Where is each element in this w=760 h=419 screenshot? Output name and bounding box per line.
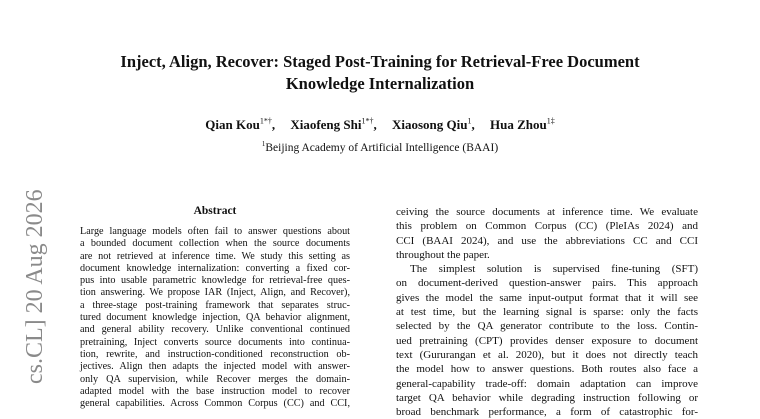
body-line: text (Gururangan et al. 2020), but it does not directly teach — [396, 348, 698, 361]
abstract-line: tion answering. We propose IAR (Inject, Align, and Recover), — [80, 287, 350, 299]
body-line: The simplest solution is supervised fine-tuning (SFT) — [410, 263, 698, 276]
paper-title — [60, 51, 700, 95]
abstract-line: pretraining, Inject converts source documents into continua- — [80, 336, 350, 348]
body-line: CCI (BAAI 2024), and use the abbreviations CC and CCI — [396, 234, 698, 247]
body-line: ued pretraining (CPT) provides denser exposure to document — [396, 334, 698, 347]
abstract-line: and general ability recovery. Unlike conventional continued — [80, 324, 350, 336]
abstract-line: only QA supervision, while Recover merges the domain- — [80, 373, 350, 385]
abstract-line: general capabilities. Across Common Corpus (CC) and CCI, — [80, 398, 350, 410]
author: Xiaofeng Shi$^{1*\dagger}$, — [290, 117, 377, 133]
abstract-line: tured document knowledge injection, QA behavior alignment, — [80, 312, 350, 324]
title-line: Inject, Align, Recover: Staged Post-Training for Retrieval-Free Document — [120, 52, 640, 71]
abstract-heading: Abstract — [193, 205, 237, 217]
body-line: broad benchmark performance, a form of catastrophic for- — [396, 406, 698, 419]
body-line: this problem on Common Corpus (CC) (PleIAs 2024) and — [396, 220, 698, 233]
title-line: Knowledge Internalization — [285, 74, 475, 93]
body-line: selected by the QA generator contribute to the loss. Contin- — [396, 320, 698, 333]
body-line: gives the model the same input-output format that it will see — [396, 291, 698, 304]
abstract-line: document knowledge internalization: converting a fixed cor- — [80, 262, 350, 274]
body-line: general-capability trade-off: domain adaptation can improve — [396, 377, 698, 390]
body-line: the model how to answer questions. Both routes also face a — [396, 363, 698, 376]
abstract-line: a three-stage post-training framework that separates struc- — [80, 299, 350, 311]
intro-body — [396, 205, 698, 419]
body-line: ceiving the source documents at inference time. We evaluate — [396, 206, 698, 218]
abstract-body — [80, 226, 350, 410]
affiliation: $^1$Beijing Academy of Artificial Intelligence (BAAI) — [261, 140, 499, 154]
author: Xiaosong Qiu$^1$, — [391, 117, 475, 133]
body-line: target QA behavior while degrading instruction following or — [396, 391, 698, 404]
abstract-line: Large language models often fail to answer questions about — [80, 226, 350, 237]
abstract-line: a bounded document collection when the source documents — [80, 238, 350, 250]
abstract-line: tion, rewrite, and instruction-conditioned reconstruction ob- — [80, 348, 350, 360]
abstract-line: are not retrieved at inference time. We study this setting as — [80, 250, 350, 262]
body-line: on document-derived question-answer pairs. This approach — [396, 277, 698, 290]
abstract-line: pus into usable parametric knowledge for retrieval-free ques- — [80, 275, 350, 287]
body-line: at test time, but the learning signal is sparse: only the facts — [396, 306, 698, 319]
author: Qian Kou$^{1*\dagger}$, — [205, 117, 276, 133]
author: Hua Zhou$^{1\ddagger}$ — [489, 117, 555, 133]
abstract-line: jectives. Align then adapts the injected model with answer- — [80, 361, 350, 373]
author-list — [0, 113, 760, 134]
abstract-line: adapted model with the base instruction model to recover — [80, 385, 350, 397]
body-line: throughout the paper. — [396, 248, 490, 261]
arxiv-stamp: cs.CL] 20 Aug 2026 — [22, 189, 48, 384]
